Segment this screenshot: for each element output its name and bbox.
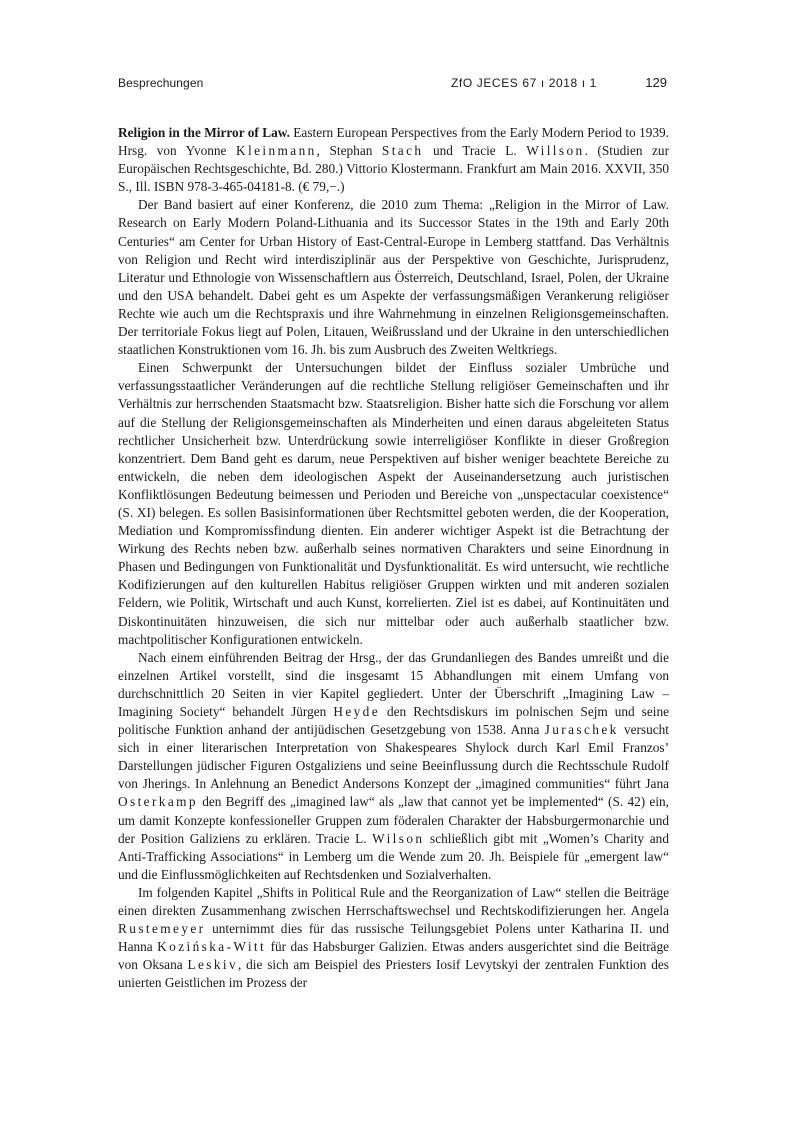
page-number: 129 (645, 75, 667, 90)
author-name: Heyde (333, 704, 381, 719)
text-segment: schließlich gibt mit „Women’s Charity and Anti-Trafficking Associations“ in Lemberg um die Wende zum 20. Jh. Beispiele für „emergent law“ und die Einflussmöglichkeiten auf Rechtsdenken und Sozialverhalten. (118, 830, 669, 882)
text-segment: Im folgenden Kapitel „Shifts in Political Rule and the Reorganization of Law“ stellen die Beiträge einen direkten Zusammenhang zwischen Herrschaftswechsel und Rechtskodifizierungen her. Angela (118, 884, 669, 919)
text-segment: unternimmt dies für das russische Teilungsgebiet Polens unter Katharina II. und Hanna (118, 921, 669, 955)
paragraph-3 (118, 649, 669, 884)
paragraph-1: Der Band basiert auf einer Konferenz, die 2010 zum Thema: „Religion in the Mirror of Law. Research on Early Modern Poland-Lithuania and its Successor States in the 19th and Early 20th Centuries“ am Center for Urban History of East-Central-Europe in Lemberg stattfand. Das Verhältnis von Religion und Recht wird interdisziplinär aus der Perspektive von Geschichte, Jurisprudenz, Literatur und Ethnologie von Wissenschaftlern aus Österreich, Deutschland, Israel, Polen, der Ukraine und den USA behandelt. Dabei geht es um Aspekte der verfassungsmäßigen Verankerung religiöser Rechte wie auch um die Rechtspraxis und ihre Wahrnehmung in einzelnen Religionsgemeinschaften. Der territoriale Fokus liegt auf Polen, Litauen, Weißrussland und der Ukraine in den unterschiedlichen staatlichen Konstruktionen vom 16. Jh. bis zum Ausbruch des Zweiten Weltkriegs. (118, 197, 669, 358)
text-segment: und Tracie L. (423, 143, 527, 159)
text-segment: , Stephan (316, 143, 382, 159)
journal-info: ZfO JECES 67 ı 2018 ı 1 (451, 76, 597, 90)
text-segment: , die sich am Beispiel des Priesters Iosif Levytskyi der zentralen Funktion des unierten Geistlichen im Prozess der (118, 957, 669, 991)
paragraph-2: Einen Schwerpunkt der Untersuchungen bildet der Einfluss sozialer Umbrüche und verfassungsstaatlicher Veränderungen auf die rechtliche Stellung religiöser Gemeinschaften und ihr Verhältnis zur herrschenden Staatsmacht bzw. Staatsreligion. Bisher hatte sich die Forschung vor allem auf die Stellung der Religionsgemeinschaften als Minderheiten und einen daraus abgeleiteten Status rechtlicher Unsicherheit bzw. Unterdrückung sowie interreligiöser Konflikte in dieser Großregion konzentriert. Dem Band geht es darum, neue Perspektiven auf bisher weniger beachtete Bereiche zu entwickeln, die neben dem ideologischen Aspekt der Auseinandersetzung auch juristischen Konfliktlösungen Bedeutung beimessen und Perioden und Bereiche von „unspectacular coexistence“ (S. XI) belegen. Es sollen Basisinformationen über Rechtsmittel geboten werden, die der Kooperation, Mediation und Kompromissfindung dienten. Ein anderer wichtiger Aspekt ist die Betrachtung der Wirkung des Rechts neben bzw. außerhalb seines normativen Charakters und seine Einordnung in Phasen und Bedingungen von Funktionalität und Dysfunktionalität. Es wird untersucht, wie rechtliche Kodifizierungen auf den kulturellen Habitus religiöser Gruppen wirkten und mit anderen sozialen Feldern, wie Politik, Wirtschaft und auch Kunst, korrelierten. Ziel ist es dabei, auf Kontinuitäten und Diskontinuitäten hinzuweisen, die sich nur mittelbar oder auch außerhalb staatlicher bzw. machtpolitischer Konfigurationen entwickeln. (118, 360, 669, 647)
author-name: Juraschek (544, 722, 619, 738)
author-name: Rustemeyer (118, 921, 206, 937)
editor-name: Willson (526, 143, 585, 159)
author-name: Wilson (372, 830, 425, 846)
book-subtitle: Eastern European Perspectives from the Early Modern Period to 1939. Hrsg. von Yvonne (118, 125, 669, 159)
text-segment: für das Habsburger Galizien. Etwas anders ausgerichtet sind die Beiträge von Oksana (118, 939, 670, 973)
running-header (118, 76, 669, 96)
section-title: Besprechungen (118, 76, 204, 90)
paragraph-4 (118, 884, 669, 993)
text-segment: Nach einem einführenden Beitrag der Hrsg., der das Grundanliegen des Bandes umreißt und die einzelnen Artikel vorstellt, sind die insgesamt 15 Abhandlungen mit einem Umfang von durchschnittlich 20 Seiten in vier Kapitel gegliedert. Unter der Überschrift „Imagining Law – Imagining Society“ behandelt Jürgen (118, 649, 669, 719)
author-name: Kozińska-Witt (157, 939, 267, 955)
author-name: Osterkamp (118, 794, 198, 810)
editor-name: Kleinmann (235, 143, 317, 159)
review-heading (118, 124, 669, 196)
text-segment: den Begriff des „imagined law“ als „law that cannot yet be implemented“ (S. 42) ein, um damit Konzepte konfessioneller Gruppen zum föderalen Charakter der Habsburgermonarchie und der Position Galiziens zu erklären. Tracie L. (118, 794, 669, 846)
review-body (118, 124, 669, 993)
text-segment: versucht sich in einer literarischen Interpretation von Shakespeares Shylock durch Karl Emil Franzos’ Darstellungen jüdischer Figuren Ostgaliziens und seine Beeinflussung durch die Rechtsschule Rudolf von Jherings. In Anlehnung an Benedict Andersons Konzept der „imagined communities“ führt Jana (118, 722, 669, 792)
editor-name: Stach (381, 143, 424, 159)
author-name: Leskiv (187, 957, 239, 973)
text-segment: den Rechtsdiskurs im polnischen Sejm und seine politische Funktion anhand der antijüdischen Gesetzgebung von 1538. Anna (118, 704, 670, 738)
book-title: Religion in the Mirror of Law. (118, 125, 290, 140)
bibliographic-info: . (Studien zur Europäischen Rechtsgeschichte, Bd. 280.) Vittorio Klostermann. Frankfurt am Main 2016. XXVII, 350 S., Ill. ISBN 978-3-465-04181-8. (€ 79,−.) (118, 143, 669, 195)
